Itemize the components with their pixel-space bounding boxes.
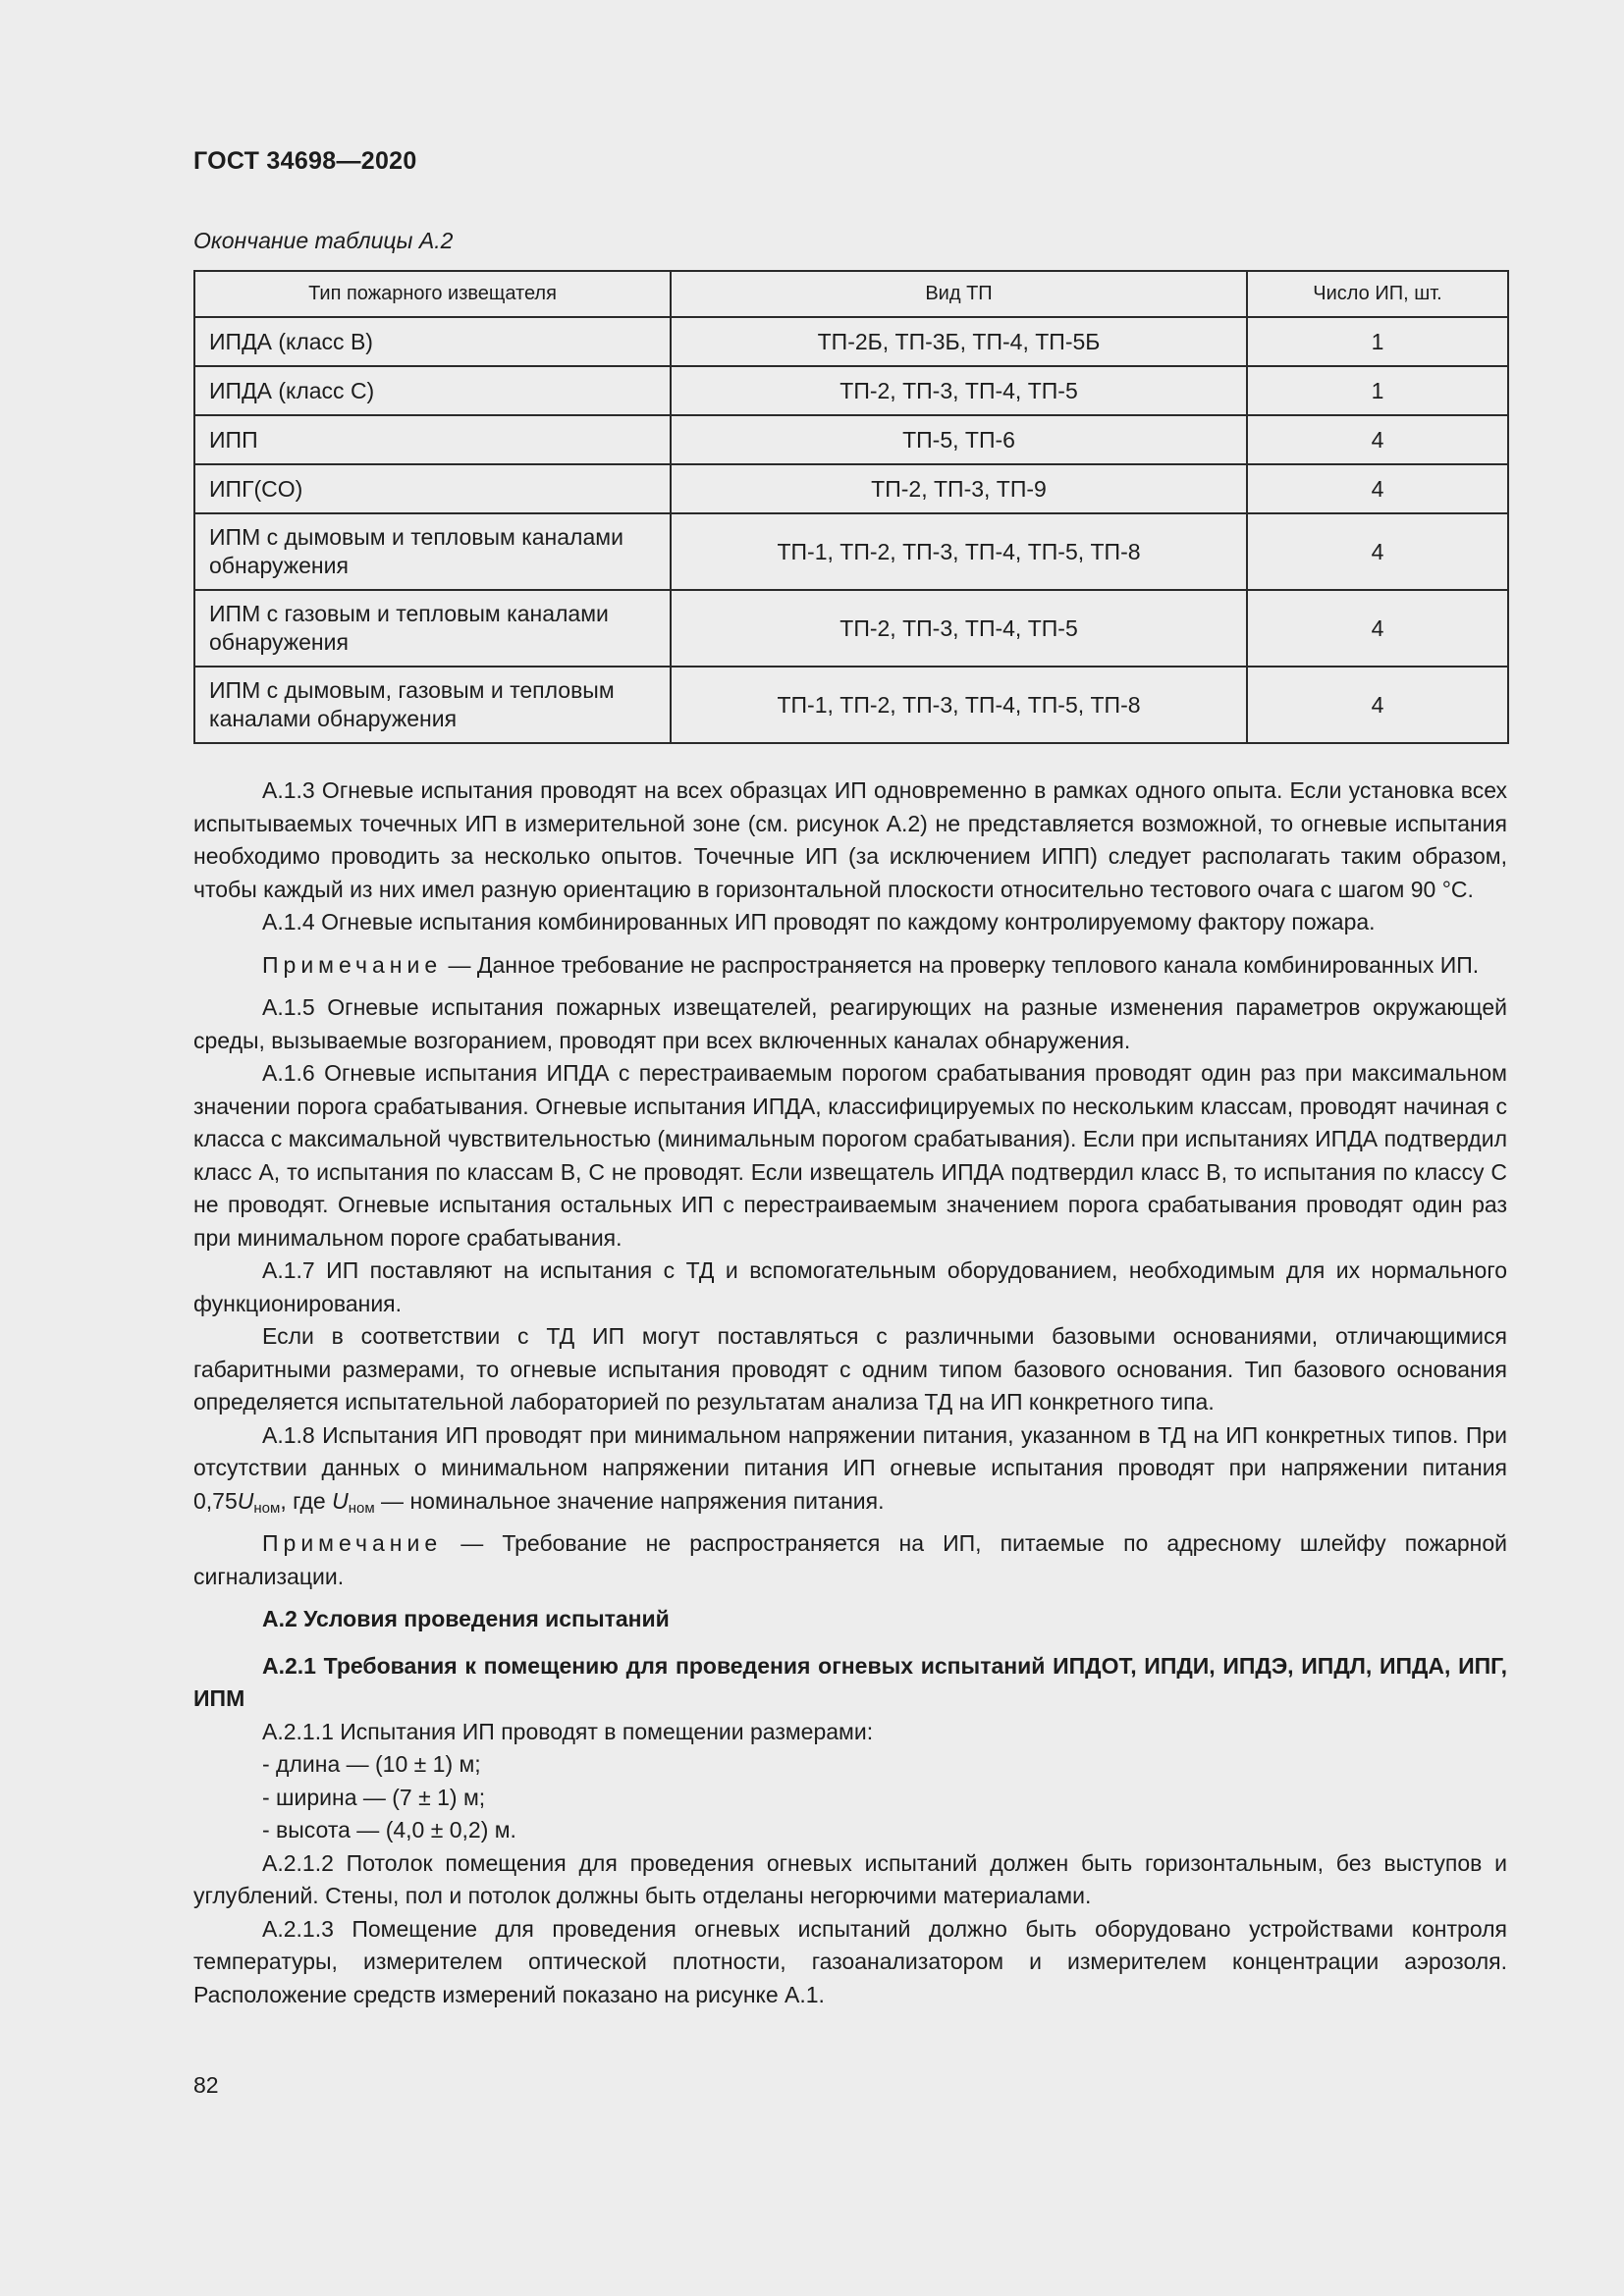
paragraph-a-1-7-continued: Если в соответствии с ТД ИП могут поставляться с различными базовыми основаниями, отличающимися габаритными размерами, то огневые испытания проводят с одним типом базового основания. Тип базового основания определяется испытательной лабораторией по результатам анализа ТД на ИП конкретного типа. — [193, 1323, 1507, 1415]
cell-test-fire-type: ТП-5, ТП-6 — [671, 415, 1247, 464]
table-row — [194, 513, 1508, 590]
room-dimensions-list — [193, 1748, 1507, 1847]
cell-detector-type: ИПМ с дымовым и тепловым каналами обнаружения — [194, 513, 671, 590]
table-row — [194, 415, 1508, 464]
document-body — [193, 774, 1507, 2011]
column-header-test-fire-type: Вид ТП — [671, 271, 1247, 317]
note-label: Примечание — [262, 1530, 443, 1556]
table-row — [194, 317, 1508, 366]
cell-detector-type: ИПП — [194, 415, 671, 464]
column-header-count: Число ИП, шт. — [1247, 271, 1508, 317]
table-row — [194, 366, 1508, 415]
note-text: — Данное требование не распространяется на проверку теплового канала комбинированных ИП. — [442, 951, 1480, 978]
note-label: Примечание — [262, 951, 443, 978]
cell-count: 4 — [1247, 513, 1508, 590]
cell-count: 1 — [1247, 366, 1508, 415]
document-header: ГОСТ 34698—2020 — [193, 147, 417, 175]
note-text: — Требование не распространяется на ИП, питаемые по адресному шлейфу пожарной сигнализации. — [193, 1530, 1507, 1589]
note-1 — [193, 949, 1507, 983]
cell-count: 1 — [1247, 317, 1508, 366]
list-item: - длина — (10 ± 1) м; — [262, 1751, 481, 1777]
page-number: 82 — [193, 2072, 219, 2098]
paragraph-a-2-1-1: А.2.1.1 Испытания ИП проводят в помещении размерами: — [262, 1718, 874, 1744]
cell-test-fire-type: ТП-2, ТП-3, ТП-4, ТП-5 — [671, 590, 1247, 667]
heading-a-2-1: А.2.1 Требования к помещению для проведения огневых испытаний ИПДОТ, ИПДИ, ИПДЭ, ИПДЛ, ИПДА, ИПГ, ИПМ — [193, 1652, 1507, 1711]
cell-detector-type: ИПДА (класс B) — [194, 317, 671, 366]
cell-test-fire-type: ТП-2Б, ТП-3Б, ТП-4, ТП-5Б — [671, 317, 1247, 366]
list-item: - высота — (4,0 ± 0,2) м. — [262, 1817, 516, 1842]
table-header-row — [194, 271, 1508, 317]
table-caption: Окончание таблицы А.2 — [193, 228, 454, 253]
paragraph-a-1-8: А.1.8 Испытания ИП проводят при минимальном напряжении питания, указанном в ТД на ИП конкретных типов. При отсутствии данных о минимальном напряжении питания ИП огневые испытания проводят при напряжении питания $0,75U_{ном}$, где $U_{ном}$ — номинальное значение напряжения питания. — [193, 1421, 1507, 1517]
cell-count: 4 — [1247, 464, 1508, 513]
column-header-detector-type: Тип пожарного извещателя — [194, 271, 671, 317]
table-row — [194, 667, 1508, 743]
cell-test-fire-type: ТП-2, ТП-3, ТП-9 — [671, 464, 1247, 513]
paragraph-a-1-7: А.1.7 ИП поставляют на испытания с ТД и вспомогательным оборудованием, необходимым для их нормального функционирования. — [193, 1257, 1507, 1316]
note-2 — [193, 1527, 1507, 1593]
paragraph-a-1-5: А.1.5 Огневые испытания пожарных извещателей, реагирующих на разные изменения параметров окружающей среды, вызываемые возгоранием, проводят при всех включенных каналах обнаружения. — [193, 994, 1507, 1053]
detectors-table — [193, 270, 1509, 744]
paragraph-a-1-4: А.1.4 Огневые испытания комбинированных ИП проводят по каждому контролируемому фактору пожара. — [262, 909, 1376, 934]
cell-test-fire-type: ТП-2, ТП-3, ТП-4, ТП-5 — [671, 366, 1247, 415]
cell-count: 4 — [1247, 415, 1508, 464]
paragraph-a-1-3: А.1.3 Огневые испытания проводят на всех образцах ИП одновременно в рамках одного опыта. Если установка всех испытываемых точечных ИП в измерительной зоне (см. рисунок А.2) не представляется возможной, то огневые испытания необходимо проводить за несколько опытов. Точечные ИП (за исключением ИПП) следует располагать таким образом, чтобы каждый из них имел разную ориентацию в горизонтальной плоскости относительно тестового очага с шагом 90 °С. — [193, 777, 1507, 902]
paragraph-a-2-1-2: А.2.1.2 Потолок помещения для проведения огневых испытаний должен быть горизонтальным, без выступов и углублений. Стены, пол и потолок должны быть отделаны негорючими материалами. — [193, 1849, 1507, 1908]
paragraph-a-1-6: А.1.6 Огневые испытания ИПДА с перестраиваемым порогом срабатывания проводят один раз при максимальном значении порога срабатывания. Огневые испытания ИПДА, классифицируемых по нескольким классам, проводят начиная с класса с максимальной чувствительностью (минимальным порогом срабатывания). Если при испытаниях ИПДА подтвердил класс А, то испытания по классам В, С не проводят. Если извещатель ИПДА подтвердил класс В, то испытания по классу С не проводят. Огневые испытания остальных ИП с перестраиваемым значением порога срабатывания проводят один раз при минимальном пороге срабатывания. — [193, 1060, 1507, 1251]
cell-count: 4 — [1247, 590, 1508, 667]
cell-detector-type: ИПМ с дымовым, газовым и тепловым каналами обнаружения — [194, 667, 671, 743]
list-item: - ширина — (7 ± 1) м; — [262, 1784, 486, 1810]
cell-detector-type: ИПДА (класс C) — [194, 366, 671, 415]
cell-count: 4 — [1247, 667, 1508, 743]
cell-test-fire-type: ТП-1, ТП-2, ТП-3, ТП-4, ТП-5, ТП-8 — [671, 513, 1247, 590]
heading-a-2: А.2 Условия проведения испытаний — [262, 1606, 670, 1631]
paragraph-a-2-1-3: А.2.1.3 Помещение для проведения огневых испытаний должно быть оборудовано устройствами контроля температуры, измерителем оптической плотности, газоанализатором и измерителем концентрации аэрозоля. Расположение средств измерений показано на рисунке А.1. — [193, 1915, 1507, 2007]
cell-test-fire-type: ТП-1, ТП-2, ТП-3, ТП-4, ТП-5, ТП-8 — [671, 667, 1247, 743]
cell-detector-type: ИПГ(CO) — [194, 464, 671, 513]
table-row — [194, 590, 1508, 667]
table-row — [194, 464, 1508, 513]
cell-detector-type: ИПМ с газовым и тепловым каналами обнаружения — [194, 590, 671, 667]
